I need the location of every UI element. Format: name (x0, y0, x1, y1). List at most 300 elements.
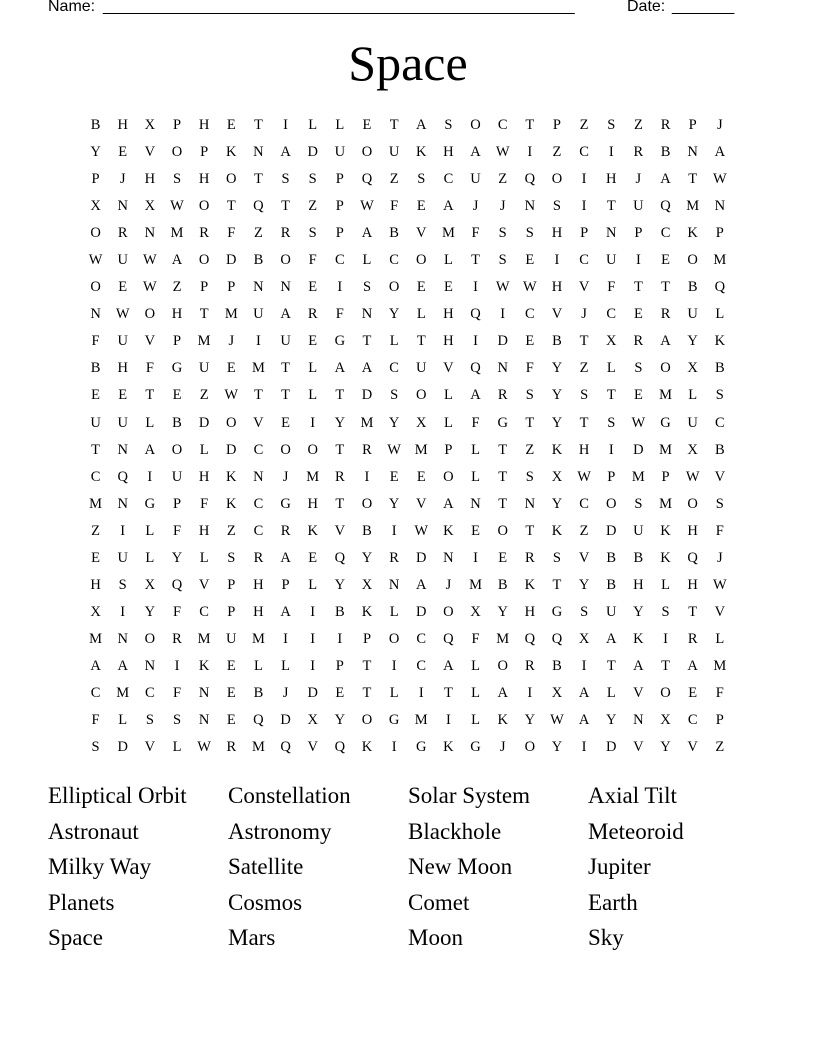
grid-letter[interactable]: U (687, 306, 698, 323)
grid-letter[interactable]: K (443, 522, 454, 539)
grid-letter[interactable]: U (416, 360, 427, 377)
grid-letter[interactable]: C (199, 603, 209, 620)
grid-letter[interactable]: Z (579, 360, 589, 377)
grid-letter[interactable]: K (687, 225, 698, 242)
grid-letter[interactable]: S (552, 198, 561, 215)
grid-letter[interactable]: R (335, 468, 345, 485)
grid-letter[interactable]: N (117, 441, 128, 458)
grid-letter[interactable]: N (361, 306, 373, 323)
grid-letter[interactable]: R (280, 522, 291, 539)
grid-letter[interactable]: F (471, 630, 480, 647)
grid-letter[interactable]: Z (633, 117, 643, 134)
grid-letter[interactable]: S (227, 549, 236, 566)
grid-letter[interactable]: U (117, 549, 128, 566)
grid-letter[interactable]: W (88, 252, 103, 269)
grid-letter[interactable]: O (226, 171, 237, 188)
grid-letter[interactable]: R (389, 549, 399, 566)
grid-letter[interactable]: F (145, 360, 154, 377)
grid-letter[interactable]: A (443, 657, 454, 674)
grid-letter[interactable]: M (414, 712, 428, 729)
grid-letter[interactable]: Z (308, 198, 318, 215)
grid-letter[interactable]: L (199, 441, 209, 458)
grid-letter[interactable]: P (200, 279, 209, 296)
grid-letter[interactable]: S (145, 712, 154, 729)
grid-letter[interactable]: R (687, 630, 698, 647)
grid-letter[interactable]: N (633, 712, 644, 729)
grid-letter[interactable]: W (712, 171, 727, 188)
grid-letter[interactable]: Y (633, 603, 644, 620)
grid-letter[interactable]: E (335, 685, 345, 701)
grid-letter[interactable]: W (685, 468, 700, 485)
grid-letter[interactable]: E (118, 144, 128, 161)
grid-letter[interactable]: T (661, 279, 670, 296)
grid-letter[interactable]: T (606, 387, 616, 404)
grid-letter[interactable]: Q (334, 739, 346, 756)
grid-letter[interactable]: R (524, 657, 535, 674)
grid-letter[interactable]: Z (389, 171, 399, 188)
grid-letter[interactable]: C (253, 522, 264, 539)
grid-letter[interactable]: K (633, 630, 644, 647)
grid-letter[interactable]: U (117, 414, 128, 431)
grid-letter[interactable]: D (361, 387, 373, 404)
grid-letter[interactable]: S (281, 171, 290, 188)
grid-letter[interactable]: K (361, 739, 373, 756)
grid-letter[interactable]: T (443, 685, 453, 701)
grid-letter[interactable]: S (525, 387, 534, 404)
grid-letter[interactable]: R (362, 441, 372, 458)
grid-letter[interactable]: I (283, 630, 288, 647)
grid-letter[interactable]: I (500, 306, 506, 323)
grid-letter[interactable]: O (171, 441, 183, 458)
grid-letter[interactable]: S (715, 387, 724, 404)
grid-letter[interactable]: T (606, 657, 616, 674)
grid-letter[interactable]: F (715, 685, 724, 701)
grid-letter[interactable]: V (714, 468, 726, 485)
grid-letter[interactable]: G (551, 603, 563, 620)
grid-letter[interactable]: A (280, 603, 291, 620)
grid-letter[interactable]: U (633, 522, 644, 539)
grid-letter[interactable]: P (688, 117, 697, 134)
grid-letter[interactable]: Q (171, 576, 183, 593)
grid-letter[interactable]: H (90, 576, 101, 593)
grid-letter[interactable]: Y (388, 414, 400, 431)
grid-letter[interactable]: E (633, 387, 643, 404)
grid-letter[interactable]: L (688, 387, 698, 404)
grid-letter[interactable]: W (143, 279, 157, 296)
grid-letter[interactable]: L (389, 603, 399, 620)
grid-letter[interactable]: V (633, 685, 644, 701)
grid-letter[interactable]: Q (524, 630, 536, 647)
grid-letter[interactable]: G (388, 712, 400, 729)
grid-letter[interactable]: E (226, 360, 236, 377)
grid-letter[interactable]: F (227, 225, 236, 242)
grid-letter[interactable]: X (90, 198, 101, 215)
grid-letter[interactable]: D (416, 549, 427, 566)
grid-letter[interactable]: Q (524, 171, 536, 188)
grid-letter[interactable]: H (198, 117, 210, 134)
grid-letter[interactable]: I (581, 739, 587, 756)
grid-letter[interactable]: C (660, 225, 671, 242)
grid-letter[interactable]: Z (91, 522, 100, 539)
grid-letter[interactable]: M (116, 685, 130, 701)
grid-letter[interactable]: M (713, 657, 727, 674)
grid-letter[interactable]: E (633, 306, 643, 323)
grid-letter[interactable]: I (445, 712, 451, 729)
grid-letter[interactable]: E (688, 685, 698, 701)
grid-letter[interactable]: L (172, 739, 182, 756)
grid-letter[interactable]: Y (334, 576, 346, 593)
grid-letter[interactable]: M (89, 630, 103, 647)
grid-letter[interactable]: O (280, 252, 291, 269)
grid-letter[interactable]: Y (660, 739, 671, 756)
grid-letter[interactable]: V (578, 549, 590, 566)
grid-letter[interactable]: P (335, 171, 344, 188)
grid-letter[interactable]: Y (497, 603, 508, 620)
grid-letter[interactable]: T (525, 522, 535, 539)
grid-letter[interactable]: M (496, 630, 510, 647)
grid-letter[interactable]: X (144, 576, 156, 593)
grid-letter[interactable]: I (527, 144, 533, 161)
grid-letter[interactable]: A (443, 198, 454, 215)
grid-letter[interactable]: Q (660, 198, 671, 215)
grid-letter[interactable]: H (687, 522, 698, 539)
grid-letter[interactable]: L (145, 414, 155, 431)
grid-letter[interactable]: S (172, 171, 182, 188)
grid-letter[interactable]: M (659, 495, 672, 512)
grid-letter[interactable]: O (443, 603, 454, 620)
grid-letter[interactable]: V (198, 576, 210, 593)
grid-letter[interactable]: T (281, 198, 290, 215)
grid-letter[interactable]: I (473, 549, 478, 566)
grid-letter[interactable]: O (361, 712, 373, 729)
grid-letter[interactable]: F (335, 306, 344, 323)
grid-letter[interactable]: U (470, 171, 481, 188)
grid-letter[interactable]: K (198, 657, 210, 674)
grid-letter[interactable]: Q (117, 468, 128, 485)
grid-letter[interactable]: A (280, 144, 291, 161)
grid-letter[interactable]: A (144, 441, 156, 458)
grid-letter[interactable]: K (551, 522, 563, 539)
grid-letter[interactable]: N (280, 279, 291, 296)
grid-letter[interactable]: K (660, 549, 671, 566)
grid-letter[interactable]: G (660, 414, 671, 431)
grid-letter[interactable]: R (117, 225, 128, 242)
grid-letter[interactable]: K (551, 441, 563, 458)
grid-letter[interactable]: E (281, 414, 290, 431)
grid-letter[interactable]: T (226, 198, 236, 215)
grid-letter[interactable]: M (631, 468, 645, 485)
grid-letter[interactable]: M (686, 198, 700, 215)
grid-letter[interactable]: O (416, 387, 427, 404)
grid-letter[interactable]: K (226, 468, 237, 485)
grid-letter[interactable]: Z (579, 522, 589, 539)
grid-letter[interactable]: R (172, 630, 182, 647)
grid-letter[interactable]: A (361, 360, 373, 377)
grid-letter[interactable]: U (633, 198, 644, 215)
grid-letter[interactable]: B (606, 549, 617, 566)
grid-letter[interactable]: V (307, 739, 318, 756)
grid-letter[interactable]: I (120, 522, 126, 539)
grid-letter[interactable]: S (118, 576, 127, 593)
grid-letter[interactable]: N (253, 279, 264, 296)
grid-letter[interactable]: V (334, 522, 346, 539)
grid-letter[interactable]: J (499, 198, 506, 215)
grid-letter[interactable]: I (391, 657, 397, 674)
grid-letter[interactable]: Q (470, 360, 481, 377)
grid-letter[interactable]: L (715, 306, 725, 323)
grid-letter[interactable]: N (117, 630, 128, 647)
grid-letter[interactable]: K (307, 522, 318, 539)
grid-letter[interactable]: G (171, 360, 183, 377)
grid-letter[interactable]: I (608, 144, 614, 161)
grid-letter[interactable]: M (197, 333, 211, 350)
grid-letter[interactable]: L (145, 549, 155, 566)
grid-letter[interactable]: Y (524, 712, 536, 729)
grid-letter[interactable]: M (659, 441, 672, 458)
grid-letter[interactable]: R (524, 549, 535, 566)
grid-letter[interactable]: X (660, 712, 671, 729)
grid-letter[interactable]: A (470, 387, 481, 404)
grid-letter[interactable]: I (473, 279, 478, 296)
grid-letter[interactable]: K (416, 144, 427, 161)
grid-letter[interactable]: F (172, 685, 182, 701)
grid-letter[interactable]: C (416, 630, 427, 647)
grid-letter[interactable]: D (416, 603, 427, 620)
grid-letter[interactable]: L (471, 441, 480, 458)
grid-letter[interactable]: T (498, 468, 508, 485)
grid-letter[interactable]: W (577, 468, 591, 485)
grid-letter[interactable]: F (390, 198, 399, 215)
grid-letter[interactable]: A (714, 144, 726, 161)
grid-letter[interactable]: I (174, 657, 180, 674)
grid-letter[interactable]: P (552, 117, 561, 134)
grid-letter[interactable]: O (198, 252, 210, 269)
grid-letter[interactable]: C (253, 441, 264, 458)
grid-letter[interactable]: X (470, 603, 481, 620)
grid-letter[interactable]: T (606, 198, 616, 215)
grid-letter[interactable]: X (687, 360, 698, 377)
grid-letter[interactable]: B (90, 117, 101, 134)
grid-letter[interactable]: C (579, 144, 589, 161)
grid-letter[interactable]: K (524, 576, 536, 593)
grid-letter[interactable]: D (226, 441, 237, 458)
grid-letter[interactable]: O (198, 198, 210, 215)
grid-letter[interactable]: L (335, 117, 345, 134)
grid-letter[interactable]: R (633, 144, 644, 161)
grid-letter[interactable]: O (361, 495, 373, 512)
grid-letter[interactable]: F (200, 495, 209, 512)
grid-letter[interactable]: C (90, 685, 101, 701)
grid-letter[interactable]: L (471, 685, 480, 701)
grid-letter[interactable]: P (634, 225, 643, 242)
grid-letter[interactable]: T (253, 117, 263, 134)
grid-letter[interactable]: X (144, 117, 156, 134)
grid-letter[interactable]: W (170, 198, 184, 215)
grid-letter[interactable]: B (172, 414, 182, 431)
grid-letter[interactable]: T (199, 306, 209, 323)
grid-letter[interactable]: J (282, 685, 289, 701)
grid-letter[interactable]: O (660, 685, 671, 701)
grid-letter[interactable]: E (498, 549, 508, 566)
grid-letter[interactable]: P (335, 198, 344, 215)
grid-letter[interactable]: S (417, 171, 426, 188)
grid-letter[interactable]: P (227, 576, 236, 593)
grid-letter[interactable]: U (687, 414, 698, 431)
grid-letter[interactable]: F (91, 712, 100, 729)
grid-letter[interactable]: N (524, 495, 536, 512)
grid-letter[interactable]: O (361, 144, 373, 161)
grid-letter[interactable]: E (226, 712, 236, 729)
grid-letter[interactable]: P (715, 225, 724, 242)
grid-letter[interactable]: D (497, 333, 508, 350)
grid-letter[interactable]: M (414, 441, 428, 458)
grid-letter[interactable]: E (226, 117, 236, 134)
grid-letter[interactable]: N (144, 657, 156, 674)
grid-letter[interactable]: J (581, 306, 587, 323)
grid-letter[interactable]: R (497, 387, 508, 404)
grid-letter[interactable]: V (714, 603, 726, 620)
grid-letter[interactable]: C (389, 252, 399, 269)
grid-letter[interactable]: X (144, 198, 156, 215)
grid-letter[interactable]: N (90, 306, 101, 323)
grid-letter[interactable]: J (472, 198, 479, 215)
grid-letter[interactable]: B (660, 144, 671, 161)
grid-letter[interactable]: S (308, 225, 317, 242)
grid-letter[interactable]: E (308, 279, 318, 296)
grid-letter[interactable]: J (716, 549, 723, 566)
grid-letter[interactable]: V (144, 333, 156, 350)
grid-letter[interactable]: K (497, 712, 508, 729)
grid-letter[interactable]: H (551, 279, 563, 296)
grid-letter[interactable]: Z (199, 387, 209, 404)
grid-letter[interactable]: Q (687, 549, 698, 566)
grid-letter[interactable]: Q (361, 171, 373, 188)
grid-letter[interactable]: A (171, 252, 183, 269)
grid-letter[interactable]: P (661, 468, 670, 485)
grid-letter[interactable]: L (661, 576, 670, 593)
grid-letter[interactable]: R (280, 225, 291, 242)
grid-letter[interactable]: E (471, 522, 480, 539)
grid-letter[interactable]: I (147, 468, 153, 485)
grid-letter[interactable]: A (416, 576, 427, 593)
grid-letter[interactable]: H (253, 603, 264, 620)
grid-letter[interactable]: X (361, 576, 373, 593)
grid-letter[interactable]: A (334, 360, 346, 377)
grid-letter[interactable]: P (281, 576, 290, 593)
grid-letter[interactable]: Z (552, 144, 562, 161)
grid-letter[interactable]: Y (334, 414, 346, 431)
grid-letter[interactable]: B (362, 522, 372, 539)
grid-letter[interactable]: H (171, 306, 183, 323)
grid-letter[interactable]: I (255, 333, 261, 350)
grid-letter[interactable]: R (226, 739, 237, 756)
grid-letter[interactable]: C (253, 495, 264, 512)
grid-letter[interactable]: O (144, 630, 156, 647)
grid-letter[interactable]: Y (388, 306, 400, 323)
grid-letter[interactable]: Q (443, 630, 454, 647)
grid-letter[interactable]: I (310, 657, 316, 674)
grid-letter[interactable]: T (688, 603, 698, 620)
grid-letter[interactable]: G (416, 739, 427, 756)
grid-letter[interactable]: O (416, 252, 427, 269)
grid-letter[interactable]: O (551, 171, 563, 188)
grid-letter[interactable]: N (687, 144, 698, 161)
grid-letter[interactable]: D (117, 739, 128, 756)
grid-letter[interactable]: M (441, 225, 455, 242)
grid-letter[interactable]: Q (334, 549, 346, 566)
grid-letter[interactable]: X (551, 685, 563, 701)
grid-letter[interactable]: A (660, 333, 671, 350)
grid-letter[interactable]: A (117, 657, 128, 674)
grid-letter[interactable]: M (170, 225, 184, 242)
grid-letter[interactable]: X (687, 441, 698, 458)
grid-letter[interactable]: K (660, 522, 671, 539)
grid-letter[interactable]: I (663, 630, 668, 647)
grid-letter[interactable]: O (90, 225, 101, 242)
grid-letter[interactable]: E (118, 387, 128, 404)
grid-letter[interactable]: Q (280, 739, 291, 756)
grid-letter[interactable]: K (714, 333, 726, 350)
grid-letter[interactable]: Z (525, 441, 535, 458)
grid-letter[interactable]: S (525, 225, 534, 242)
grid-letter[interactable]: L (471, 468, 480, 485)
grid-letter[interactable]: F (308, 252, 317, 269)
grid-letter[interactable]: L (308, 576, 318, 593)
grid-letter[interactable]: B (687, 279, 698, 296)
grid-letter[interactable]: Q (253, 198, 264, 215)
grid-letter[interactable]: V (416, 495, 427, 512)
grid-letter[interactable]: Y (171, 549, 183, 566)
grid-letter[interactable]: S (580, 603, 589, 620)
grid-letter[interactable]: W (143, 252, 157, 269)
grid-letter[interactable]: W (495, 279, 510, 296)
grid-letter[interactable]: X (578, 630, 590, 647)
grid-letter[interactable]: S (362, 279, 372, 296)
grid-letter[interactable]: F (471, 414, 480, 431)
grid-letter[interactable]: P (172, 495, 182, 512)
grid-letter[interactable]: Y (606, 712, 617, 729)
grid-letter[interactable]: I (418, 685, 424, 701)
grid-letter[interactable]: F (715, 522, 724, 539)
grid-letter[interactable]: O (687, 495, 698, 512)
grid-letter[interactable]: H (551, 225, 563, 242)
grid-letter[interactable]: N (117, 198, 128, 215)
grid-letter[interactable]: R (307, 306, 318, 323)
grid-letter[interactable]: A (633, 657, 644, 674)
grid-letter[interactable]: Y (361, 549, 373, 566)
grid-letter[interactable]: I (310, 414, 316, 431)
date-field[interactable]: _______ (672, 0, 735, 15)
grid-letter[interactable]: V (144, 144, 156, 161)
grid-letter[interactable]: Y (334, 712, 346, 729)
grid-letter[interactable]: C (714, 414, 725, 431)
grid-letter[interactable]: O (226, 414, 237, 431)
grid-letter[interactable]: E (389, 468, 399, 485)
grid-letter[interactable]: E (661, 252, 670, 269)
grid-letter[interactable]: M (306, 468, 320, 485)
grid-letter[interactable]: M (360, 414, 374, 431)
grid-letter[interactable]: O (90, 279, 101, 296)
grid-letter[interactable]: S (444, 117, 453, 134)
grid-letter[interactable]: W (550, 712, 564, 729)
grid-letter[interactable]: Z (253, 225, 263, 242)
grid-letter[interactable]: S (661, 603, 670, 620)
grid-letter[interactable]: A (443, 495, 454, 512)
grid-letter[interactable]: J (635, 171, 642, 188)
grid-letter[interactable]: Z (172, 279, 182, 296)
grid-letter[interactable]: Q (253, 712, 264, 729)
grid-letter[interactable]: N (714, 198, 726, 215)
